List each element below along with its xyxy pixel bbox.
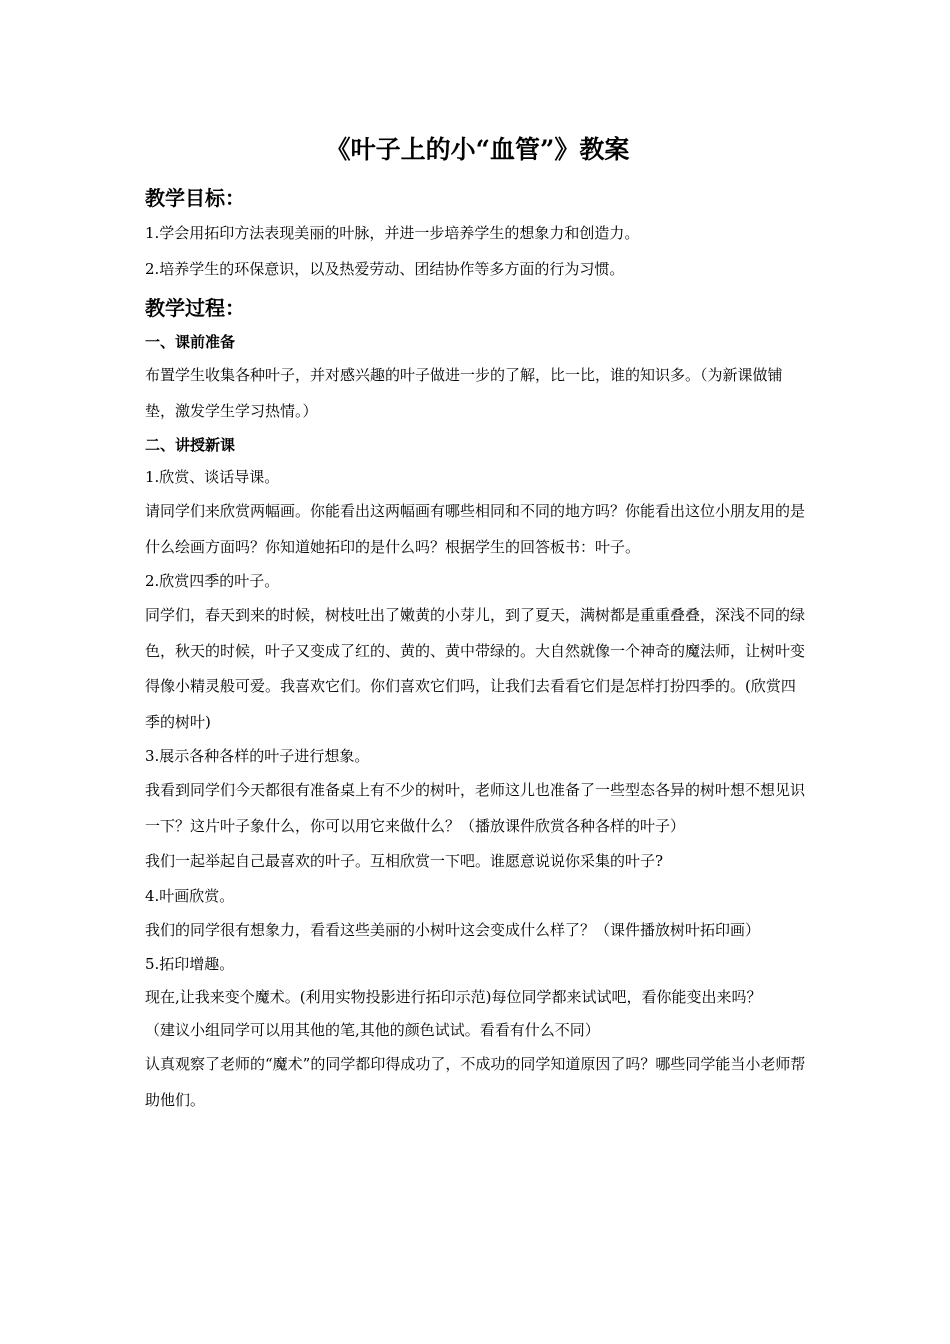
- step-5-title: 5.拓印增趣。: [145, 955, 235, 973]
- goal-item-1: 1.学会用拓印方法表现美丽的叶脉，并进一步培养学生的想象力和创造力。: [145, 224, 640, 242]
- step-3-paragraph: 我看到同学们今天都很有准备桌上有不少的树叶，老师这儿也准备了一些型态各异的树叶想不想见识一下？这片叶子象什么，你可以用它来做什么？（播放课件欣赏各种各样的叶子）: [145, 781, 806, 835]
- step-4-paragraph: 我们的同学很有想象力，看看这些美丽的小树叶这会变成什么样了？（课件播放树叶拓印画）: [145, 920, 761, 939]
- step-4-title: 4.叶画欣赏。: [145, 886, 235, 905]
- teach-heading: 二、讲授新课: [145, 436, 236, 454]
- step-5-note: （建议小组同学可以用其他的笔,其他的颜色试试。看看有什么不同）: [145, 1021, 600, 1039]
- step-1-title: 1.欣赏、谈话导课。: [145, 468, 280, 486]
- document-title: 《叶子上的小“血管”》教案: [325, 135, 630, 164]
- document-page: [145, 130, 810, 1118]
- process-heading: 教学过程：: [145, 296, 245, 320]
- step-5-paragraph: 现在,让我来变个魔术。(利用实物投影进行拓印示范)每位同学都来试试吧，看你能变出来吗？: [145, 988, 762, 1006]
- step-3-paragraph-2: 我们一起举起自己最喜欢的叶子。互相欣赏一下吧。谁愿意说说你采集的叶子?: [145, 852, 664, 870]
- step-2-paragraph: 同学们，春天到来的时候，树枝吐出了嫩黄的小芽儿，到了夏天，满树都是重重叠叠，深浅不同的绿色，秋天的时候，叶子又变成了红的、黄的、黄中带绿的。大自然就像一个神奇的魔法师，让树叶变得像小精灵般可爱。我喜欢它们。你们喜欢它们吗，让我们去看看它们是怎样打扮四季的。(欣赏四季的树叶): [145, 606, 806, 731]
- prep-heading: 一、课前准备: [145, 333, 236, 351]
- step-2-title: 2.欣赏四季的叶子。: [145, 572, 280, 590]
- goal-item-2: 2.培养学生的环保意识，以及热爱劳动、团结协作等多方面的行为习惯。: [145, 259, 625, 278]
- goals-heading: 教学目标：: [145, 186, 245, 210]
- step-3-title: 3.展示各种各样的叶子进行想象。: [145, 747, 370, 765]
- step-5-paragraph-2: 认真观察了老师的“魔术”的同学都印得成功了，不成功的同学知道原因了吗？哪些同学能当小老师帮助他们。: [145, 1055, 806, 1109]
- prep-paragraph: 布置学生收集各种叶子，并对感兴趣的叶子做进一步的了解，比一比，谁的知识多。（为新课做铺垫，激发学生学习热情。）: [145, 366, 783, 420]
- step-1-paragraph: 请同学们来欣赏两幅画。你能看出这两幅画有哪些相同和不同的地方吗？你能看出这位小朋友用的是什么绘画方面吗？你知道她拓印的是什么吗？根据学生的回答板书：叶子。: [145, 502, 806, 556]
